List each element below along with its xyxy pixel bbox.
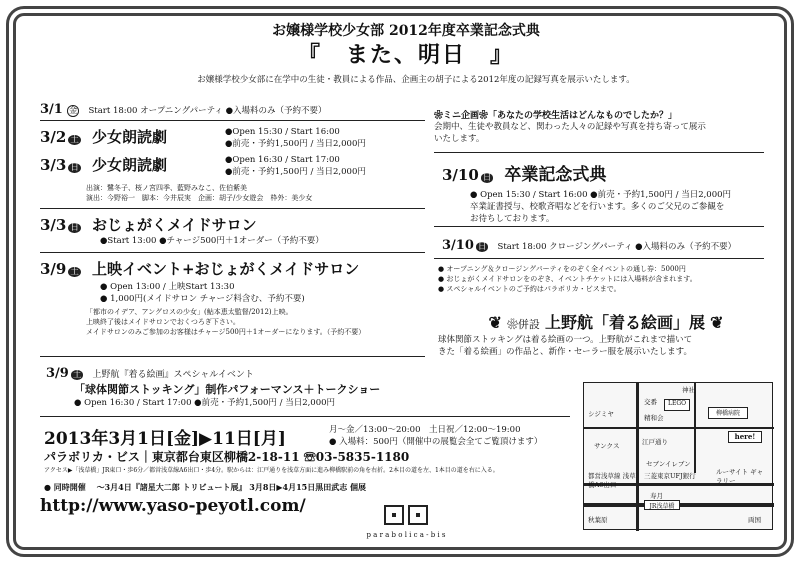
divider <box>434 258 764 259</box>
map-label-akihabara: 秋葉原 <box>588 516 608 524</box>
event-details <box>225 126 425 150</box>
map-label-sunkus: サンクス <box>594 442 620 450</box>
ticket-line: ● スペシャルイベントのご予約はパラボリカ・ビスまで。 <box>438 285 621 293</box>
event-date: 3/3 <box>40 216 67 234</box>
concurrent-text: きた「着る絵画」の作品と、新作・セーラー服を展示いたします。 <box>438 347 692 357</box>
event-day: 日 <box>482 173 492 183</box>
note-line: 「都市のイデア、アングロスの少女」(鮎本恵太監督/2012)上映。 <box>86 308 293 316</box>
event-details <box>100 281 430 305</box>
event-date: 3/2 <box>40 128 67 146</box>
event-text: Start 18:00 オープニングパーティ ●入場料のみ（予約不要） <box>88 106 327 116</box>
cast-line: 出演：鷺冬子、桜ノ宮四季、藍野みなこ、佐伯紫美 <box>86 184 247 192</box>
event-3-9-screening <box>40 258 430 337</box>
venue-logo <box>356 505 456 539</box>
divider <box>40 252 425 253</box>
concurrent-exhibit <box>446 310 766 333</box>
event-day: 日 <box>477 242 487 252</box>
event-text: Start 18:00 クロージングパーティ ●入場料のみ（予約不要） <box>497 242 737 252</box>
divider <box>40 208 425 209</box>
event-3-10-closing <box>442 234 772 253</box>
venue-info: パラボリカ・ビス｜東京都台東区柳橋2-18-11 ☏03-5835-1180 <box>44 450 410 464</box>
event-day: 金 <box>68 106 78 116</box>
event-price: ● 1,000円(メイドサロン チャージ料含む、予約不要) <box>100 294 305 304</box>
event-date: 3/1 <box>40 102 63 117</box>
map-road <box>694 383 696 473</box>
map-label-gallery: ルーサイト ギャラリー <box>716 468 764 485</box>
event-note: 卒業証書授与、校歌斉唱などを行います。多くのご父兄のご参観を <box>470 202 725 212</box>
opening-hours: 月～金／13:00～20:00 土日祝／12:00～19:00 <box>329 425 521 435</box>
map-label-koban: 交番 <box>644 398 657 406</box>
concurrent-text: 球体関節ストッキングは着る絵画の一つ。上野航がこれまで描いて <box>438 335 693 345</box>
event-details: ●Start 13:00 ●チャージ500円＋1オーダー（予約不要） <box>100 236 324 246</box>
event-date: 3/3 <box>40 156 67 174</box>
map-label-bank: 精和会 <box>644 414 664 422</box>
mini-exhibit-text: いたします。 <box>434 134 485 144</box>
event-3-10-ceremony <box>442 160 772 225</box>
event-details <box>470 189 772 225</box>
intro-text: お嬢様学校少女部に在学中の生徒・教員による作品、企画主の胡子による2012年度の記録写真を展示いたします。 <box>197 75 635 85</box>
event-date: 3/9 <box>46 366 69 381</box>
event-details: ● Open 16:30 / Start 17:00 ●前売・予約1,500円 / 当日2,000円 <box>74 398 336 408</box>
divider <box>434 226 764 227</box>
flyer <box>26 20 774 543</box>
event-date: 3/10 <box>442 238 474 253</box>
map-label-seven-eleven: セブンイレブン <box>646 460 691 468</box>
event-3-1 <box>40 98 420 117</box>
event-note: お待ちしております。 <box>470 214 555 224</box>
map-label-station-exit: 都営浅草線 浅草橋A6出口 <box>588 472 636 489</box>
concurrent-title: 上野航「着る絵画」展 <box>545 313 706 332</box>
simultaneous-text: 〜3月4日『諸星大二郎 トリビュート展』 3月8日▶4月15日黒田武志 個展 <box>96 482 367 492</box>
concurrent-description <box>438 334 773 358</box>
admission-fee: ● 入場料：500円（開催中の展覧会全てご覧頂けます） <box>329 437 543 447</box>
event-notes <box>86 307 430 337</box>
event-details <box>225 154 425 178</box>
map-label-ryogoku: 両国 <box>748 516 761 524</box>
note-line: 上映終了後はメイドサロンでおくつろぎ下さい。 <box>86 318 240 326</box>
event-3-9-special <box>46 362 436 409</box>
mini-exhibit <box>434 108 774 145</box>
event-time: ●Open 15:30 / Start 16:00 <box>225 127 340 137</box>
event-price: ●前売・予約1,500円 / 当日2,000円 <box>225 167 366 177</box>
staff-line: 演出：今野裕一 脚本：今井辰実 企画：胡子/少女遊会 枠外：美少女 <box>86 194 313 202</box>
event-day: 土 <box>70 135 79 145</box>
access-map <box>583 382 773 530</box>
event-time-price: ● Open 15:30 / Start 16:00 ●前売・予約1,500円 / 当日2,000円 <box>470 190 732 200</box>
logo-mark-icon <box>356 505 456 529</box>
divider <box>40 120 425 121</box>
event-title: 少女朗読劇 <box>91 128 167 146</box>
website-link[interactable]: http://www.yaso-peyotl.com/ <box>40 496 306 516</box>
ticket-info <box>438 264 773 294</box>
event-3-3-salon <box>40 214 430 247</box>
exhibition-dates: 2013年3月1日[金]▶11日[月] <box>44 429 286 449</box>
mini-exhibit-title: ❀ミニ企画❀「あなたの学校生活はどんなものでしたか？」 <box>434 111 678 121</box>
event-price: ●前売・予約1,500円 / 当日2,000円 <box>225 139 366 149</box>
concurrent-label: ❀併設 <box>506 318 540 331</box>
map-marker-here: here! <box>728 431 762 443</box>
map-label-ufj: 三菱東京UFJ銀行 <box>644 472 696 480</box>
event-series-title: お嬢様学校少女部 2012年度卒業記念式典 <box>272 23 540 39</box>
event-time: ● Open 13:00 / 上映Start 13:30 <box>100 282 235 292</box>
event-time: ●Open 16:30 / Start 17:00 <box>225 155 340 165</box>
divider <box>434 152 764 153</box>
access-info: アクセス▶「浅草橋」JR東口・歩6分／都営浅草線A6出口・歩4分。駅からは：江戸通りを浅草方面に進み柳橋駅前の角を右折。2本目の道を左、1本目の道を右に入る。 <box>44 467 499 474</box>
map-label-jr-station: JR浅草橋 <box>644 500 680 510</box>
event-date: 3/9 <box>40 260 67 278</box>
event-title: 卒業記念式典 <box>504 165 607 185</box>
event-date: 3/10 <box>442 166 479 184</box>
flourish-icon: ❦ <box>710 313 724 332</box>
flourish-icon: ❦ <box>488 313 502 332</box>
map-label-kotobuki: 寿月 <box>650 492 663 500</box>
event-day: 土 <box>72 370 82 380</box>
map-label-edo-street: 江戸通り <box>642 438 668 446</box>
hours-and-fee <box>329 424 574 448</box>
note-line: メイドサロンのみご参加のお客様はチャージ500円＋1オーダーになります。（予約不要） <box>86 328 366 336</box>
divider <box>40 356 425 357</box>
event-day: 土 <box>70 267 79 277</box>
map-road <box>584 427 774 429</box>
map-label-lego: LEGO <box>664 399 690 411</box>
ticket-line: ● オープニング＆クロージングパーティをのぞく全イベントの通し券：5000円 <box>438 265 686 273</box>
event-title: 上映イベント+おじょがくメイドサロン <box>91 260 360 278</box>
map-label-shrine: 神社 <box>682 386 695 394</box>
event-3-3-reading <box>40 154 430 175</box>
cast-credits <box>86 183 426 203</box>
map-label-hospital: 柳橋病院 <box>708 407 748 419</box>
event-title: おじょがくメイドサロン <box>91 216 257 234</box>
event-day: 日 <box>70 163 79 173</box>
simultaneous-exhibits <box>44 482 574 493</box>
map-road <box>636 383 639 531</box>
map-label-shijimiya: シジミヤ <box>588 410 614 418</box>
event-title: 「球体関節ストッキング」制作パフォーマンス＋トークショー <box>74 383 381 396</box>
event-subtitle: 上野航『着る絵画』スペシャルイベント <box>92 370 254 380</box>
divider <box>40 416 570 417</box>
event-day: 日 <box>70 223 79 233</box>
ticket-line: ● おじょがくメイドサロンをのぞき、イベントチケットには入場料が含まれます。 <box>438 275 697 283</box>
mini-exhibit-text: 会期中、生徒や教員など、関わった人々の記録や写真を持ち寄って展示 <box>434 122 706 132</box>
main-title: 『 また、明日 』 <box>297 42 514 68</box>
event-title: 少女朗読劇 <box>91 156 167 174</box>
logo-text: p a r a b o l i c a - b i s <box>366 531 446 539</box>
event-3-2 <box>40 126 430 147</box>
simultaneous-label: ● 同時開催 <box>44 482 86 492</box>
